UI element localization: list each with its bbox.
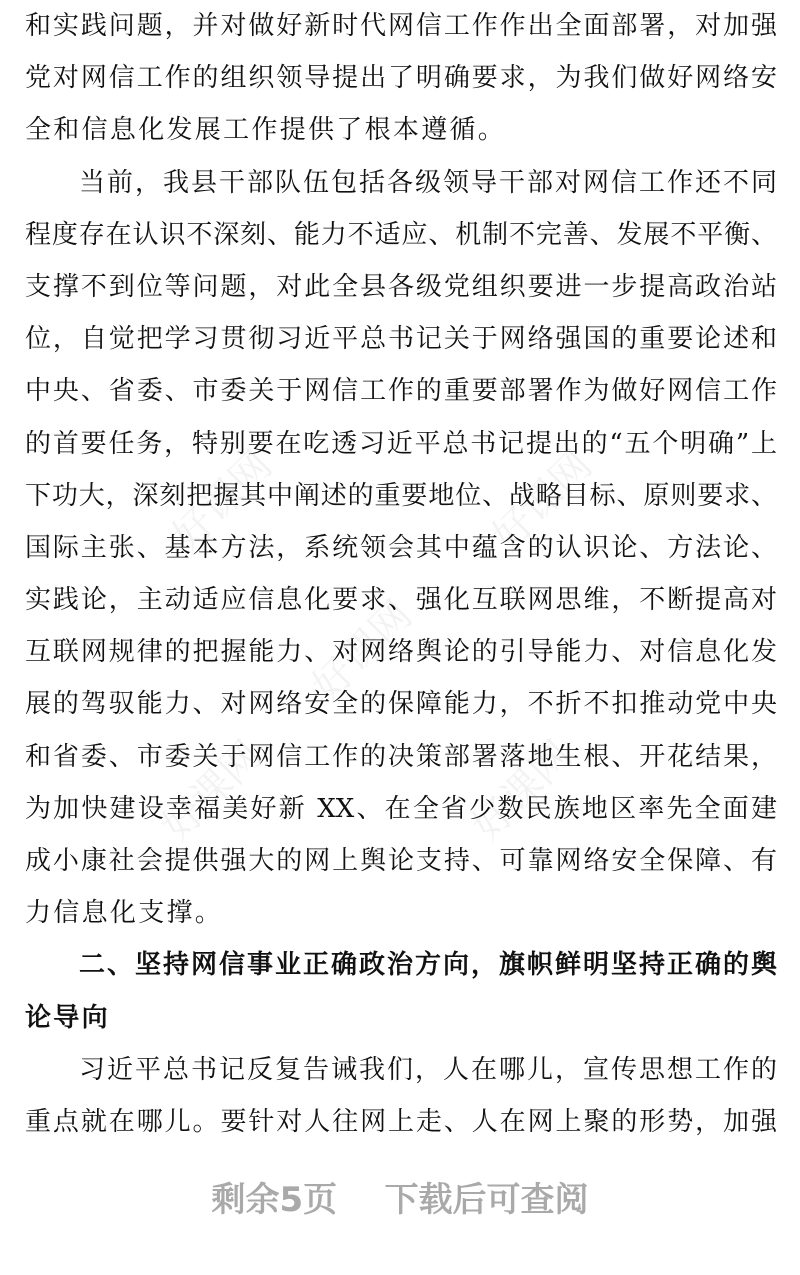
watermark: 好课网 [463, 732, 582, 850]
text-line: 和省委、市委关于网信工作的决策部署落地生根、开花结果， [25, 741, 777, 772]
text-line: 习近平总书记反复告诫我们，人在哪儿，宣传思想工作的 [79, 1054, 777, 1085]
paragraph [25, 0, 777, 157]
text-line: 下功大，深刻把握其中阐述的重要地位、战略目标、原则要求、 [25, 480, 777, 511]
text-line: 位，自觉把学习贯彻习近平总书记关于网络强国的重要论述和 [25, 324, 777, 355]
watermark: 好课网 [483, 442, 602, 560]
heading-line: 二、坚持网信事业正确政治方向，旗帜鲜明坚持正确的舆 [79, 950, 777, 981]
text-line: 党对网信工作的组织领导提出了明确要求，为我们做好网络安 [25, 63, 777, 94]
text-line: 展的驾驭能力、对网络安全的保障能力，不折不扣推动党中央 [25, 689, 777, 720]
paragraph [25, 157, 777, 940]
text-line: 全和信息化发展工作提供了根本遵循。 [25, 115, 507, 146]
watermark: 好课网 [303, 592, 422, 710]
text-line: 程度存在认识不深刻、能力不适应、机制不完善、发展不平衡、 [25, 219, 777, 250]
text-line: 实践论，主动适应信息化要求、强化互联网思维，不断提高对 [25, 585, 777, 616]
text-line: 力信息化支撑。 [25, 898, 224, 929]
text-line: 为加快建设幸福美好新 XX、在全省少数民族地区率先全面建 [25, 793, 777, 824]
download-prompt[interactable] [0, 1172, 800, 1221]
text-line: 国际主张、基本方法，系统领会其中蕴含的认识论、方法论、 [25, 532, 777, 563]
text-line: 互联网规律的把握能力、对网络舆论的引导能力、对信息化发 [25, 637, 777, 668]
section-heading [25, 939, 777, 1043]
text-line: 中央、省委、市委关于网信工作的重要部署作为做好网信工作 [25, 376, 777, 407]
paragraph [25, 1044, 777, 1148]
download-to-view-label[interactable]: 下载后可查阅 [384, 1180, 589, 1220]
text-line: 当前，我县干部队伍包括各级领导干部对网信工作还不同 [79, 167, 777, 198]
watermark: 好课网 [153, 732, 272, 850]
watermark: 好课网 [163, 442, 282, 560]
text-line: 重点就在哪儿。要针对人往网上走、人在网上聚的形势，加强 [25, 1106, 777, 1137]
text-line: 的首要任务，特别要在吃透习近平总书记提出的“五个明确”上 [25, 428, 777, 459]
heading-line: 论导向 [25, 1002, 110, 1033]
document-body [25, 0, 777, 1148]
text-line: 成小康社会提供强大的网上舆论支持、可靠网络安全保障、有 [25, 846, 777, 876]
remaining-pages-label: 剩余5页 [211, 1180, 338, 1220]
text-line: 和实践问题，并对做好新时代网信工作作出全面部署，对加强 [25, 11, 777, 41]
text-line: 支撑不到位等问题，对此全县各级党组织要进一步提高政治站 [25, 271, 777, 302]
